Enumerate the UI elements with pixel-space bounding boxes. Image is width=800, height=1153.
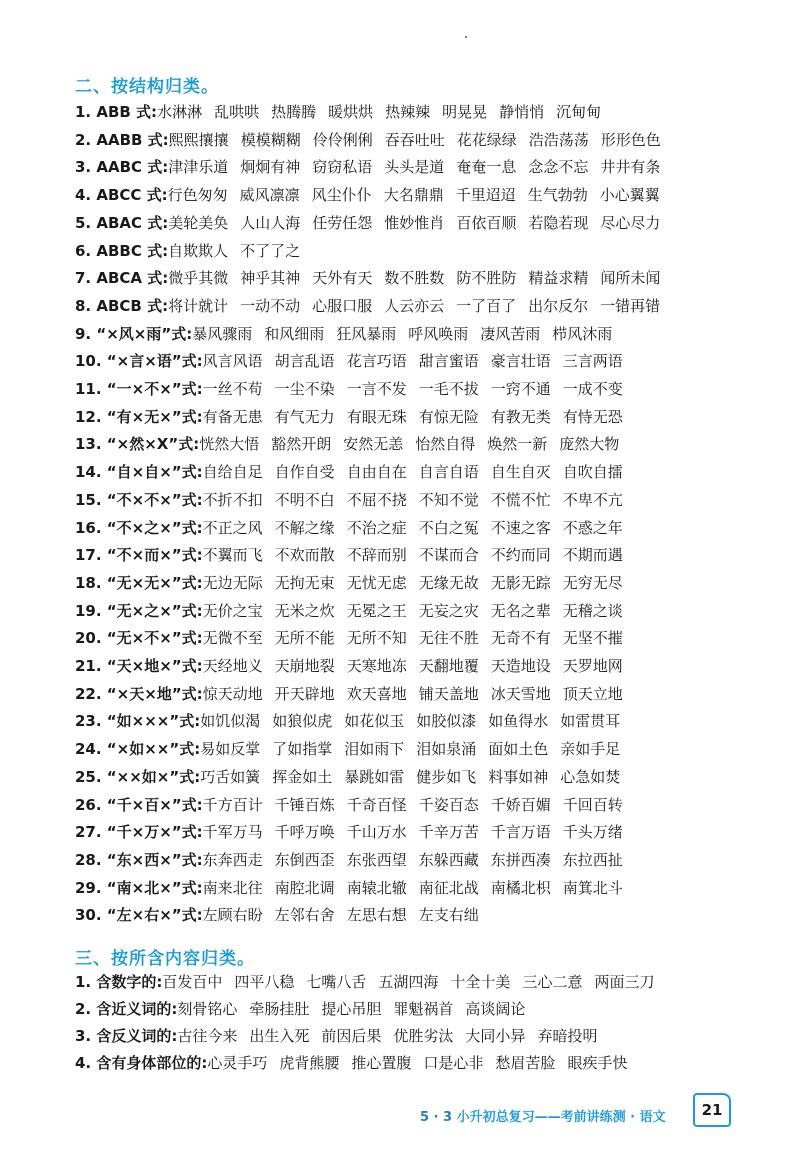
idiom: 有气无力	[274, 407, 335, 426]
idiom: 牵肠挂肚	[249, 1000, 310, 1018]
list-item	[75, 487, 775, 514]
list-item	[75, 969, 775, 996]
idiom: 南来北往	[202, 878, 263, 897]
idiom: 不期而遇	[562, 546, 623, 565]
idiom: 千辛万苦	[418, 823, 479, 842]
idiom: 千里迢迢	[455, 186, 516, 205]
idiom: 泪如泉涌	[416, 740, 477, 759]
idiom: 自由自在	[346, 463, 407, 482]
list-item	[75, 404, 775, 431]
idiom: 不正之风	[202, 518, 263, 537]
idiom: 无价之宝	[202, 601, 263, 620]
list-item	[75, 681, 775, 708]
list-item	[75, 598, 775, 625]
idiom: 安然无恙	[343, 435, 404, 454]
idiom: 千回百转	[562, 795, 623, 814]
idiom: 行色匆匆	[167, 186, 228, 205]
list-item	[75, 459, 775, 486]
idiom: 无往不胜	[418, 629, 479, 648]
row-label: 20. “无×不×”式:	[75, 629, 203, 648]
idiom: 刻骨铭心	[177, 1000, 238, 1018]
idiom: 自欺欺人	[168, 241, 229, 260]
row-label: 4. ABCC 式:	[75, 186, 168, 205]
idiom: 花言巧语	[346, 352, 407, 371]
idiom: 料事如神	[488, 767, 549, 786]
idiom: 天造地设	[490, 657, 551, 675]
list-item	[75, 182, 775, 209]
idiom: 不屈不挠	[346, 490, 407, 509]
idiom: 呼风唤雨	[408, 324, 469, 343]
row-label: 26. “千×百×”式:	[75, 795, 203, 814]
row-label: 12. “有×无×”式:	[75, 407, 203, 426]
idiom: 吞吞吐吐	[384, 130, 445, 149]
idiom: 无米之炊	[274, 601, 335, 620]
idiom: 狂风暴雨	[336, 324, 397, 343]
idiom: 形形色色	[600, 130, 661, 149]
idiom: 无拘无束	[274, 573, 335, 592]
idiom: 千姿百态	[418, 795, 479, 814]
idiom: 不知不觉	[418, 490, 479, 509]
idiom: 微乎其微	[168, 269, 229, 288]
idiom: 无妄之灾	[418, 601, 479, 620]
idiom: 熙熙攘攘	[168, 130, 229, 149]
idiom: 人云亦云	[384, 296, 445, 315]
idiom: 健步如飞	[416, 767, 477, 786]
idiom: 东奔西走	[202, 850, 263, 869]
idiom: 巧舌如簧	[200, 767, 261, 786]
page-number: 21	[693, 1093, 731, 1127]
list-item	[75, 792, 775, 819]
idiom: 罪魁祸首	[393, 1000, 454, 1018]
idiom: 闻所未闻	[600, 269, 661, 288]
idiom: 和风细雨	[264, 324, 325, 343]
idiom: 欢天喜地	[346, 684, 407, 703]
row-label: 29. “南×北×”式:	[75, 878, 203, 897]
row-label: 13. “×然×Ⅹ”式:	[75, 435, 200, 454]
section2-title: 二、按结构归类。	[75, 77, 219, 97]
idiom: 南箕北斗	[562, 878, 623, 897]
idiom: 窃窃私语	[312, 158, 373, 177]
idiom: 庞然大物	[559, 435, 620, 454]
idiom: 天寒地冻	[346, 657, 407, 675]
idiom: 数不胜数	[384, 269, 445, 288]
idiom: 无边无际	[202, 573, 263, 592]
idiom: 千头万绪	[562, 823, 623, 842]
list-item	[75, 996, 775, 1023]
idiom: 念念不忘	[528, 158, 589, 177]
idiom: 一动不动	[240, 296, 301, 315]
idiom: 乱哄哄	[214, 103, 260, 121]
footer	[420, 1106, 666, 1125]
idiom: 有眼无珠	[346, 407, 407, 426]
idiom: 伶伶俐俐	[312, 130, 373, 149]
idiom: 左思右想	[346, 906, 407, 925]
idiom: 十全十美	[450, 973, 511, 991]
idiom: 精益求精	[528, 269, 589, 288]
idiom: 铺天盖地	[418, 684, 479, 703]
idiom: 千方百计	[202, 795, 263, 814]
idiom: 前因后果	[321, 1027, 382, 1045]
row-label: 2. 含近义词的:	[75, 1000, 178, 1018]
idiom: 惊天动地	[202, 684, 263, 703]
idiom: 尽心尽力	[600, 213, 661, 232]
idiom: 东张西望	[346, 850, 407, 869]
list-item	[75, 99, 775, 126]
row-label: 7. ABCA 式:	[75, 269, 169, 288]
idiom: 挥金如土	[272, 767, 333, 786]
idiom: 冰天雪地	[490, 684, 551, 703]
row-label: 5. ABAC 式:	[75, 213, 169, 232]
idiom: 不辞而别	[346, 546, 407, 565]
idiom: 热辣辣	[385, 103, 431, 121]
idiom: 五湖四海	[378, 973, 439, 991]
idiom: 左支右绌	[418, 906, 479, 925]
idiom: 无穷无尽	[562, 573, 623, 592]
idiom: 风尘仆仆	[311, 186, 372, 205]
list-item	[75, 875, 775, 902]
idiom: 天崩地裂	[274, 657, 335, 675]
idiom: 暖烘烘	[328, 103, 374, 121]
idiom: 浩浩荡荡	[528, 130, 589, 149]
row-label: 2. AABB 式:	[75, 130, 169, 149]
idiom: 一错再错	[600, 296, 661, 315]
row-label: 19. “无×之×”式:	[75, 601, 203, 620]
idiom: 千呼万唤	[274, 823, 335, 842]
row-label: 3. AABC 式:	[75, 158, 169, 177]
idiom: 不约而同	[490, 546, 551, 565]
idiom: 无影无踪	[490, 573, 551, 592]
idiom: 有教无类	[490, 407, 551, 426]
idiom: 如狼似虎	[272, 712, 333, 731]
list-item	[75, 127, 775, 154]
row-label: 22. “×天×地”式:	[75, 684, 203, 703]
row-label: 4. 含有身体部位的:	[75, 1054, 208, 1072]
idiom: 左邻右舍	[274, 906, 335, 925]
list-item	[75, 542, 775, 569]
idiom: 模模糊糊	[240, 130, 301, 149]
idiom: 顶天立地	[562, 684, 623, 703]
idiom: 头头是道	[384, 158, 445, 177]
idiom: 天翻地覆	[418, 657, 479, 675]
row-label: 25. “××如×”式:	[75, 767, 201, 786]
list-item	[75, 154, 775, 181]
idiom: 不惑之年	[562, 518, 623, 537]
idiom: 千山万水	[346, 823, 407, 842]
idiom: 开天辟地	[274, 684, 335, 703]
idiom: 无稽之谈	[562, 601, 623, 620]
idiom: 惟妙惟肖	[384, 213, 445, 232]
idiom: 一丝不苟	[202, 380, 263, 398]
list-item	[75, 625, 775, 652]
idiom: 如胶似漆	[416, 712, 477, 731]
list-item	[75, 653, 775, 680]
idiom: 热腾腾	[271, 103, 317, 121]
list-item	[75, 708, 775, 735]
idiom: 虎背熊腰	[279, 1054, 340, 1072]
idiom: 亲如手足	[560, 740, 621, 759]
idiom: 自言自语	[418, 463, 479, 482]
section3-title: 三、按所含内容归类。	[75, 949, 255, 969]
footer-brand: 5 · 3	[420, 1110, 453, 1125]
idiom: 神乎其神	[240, 269, 301, 288]
row-label: 14. “自×自×”式:	[75, 463, 203, 482]
list-item	[75, 1050, 775, 1077]
idiom: 出生入死	[249, 1027, 310, 1045]
idiom: 胡言乱语	[274, 352, 335, 371]
idiom: 任劳任怨	[312, 213, 373, 232]
idiom: 威风凛凛	[239, 186, 300, 205]
idiom: 美轮美奂	[168, 213, 229, 232]
idiom: 千言万语	[490, 823, 551, 842]
idiom: 南征北战	[418, 878, 479, 897]
idiom: 沉甸甸	[556, 103, 602, 121]
idiom: 天经地义	[202, 657, 263, 675]
idiom: 无所不能	[274, 629, 335, 648]
idiom: 无所不知	[346, 629, 407, 648]
idiom: 如雷贯耳	[560, 712, 621, 731]
list-item	[75, 376, 775, 403]
idiom: 高谈阔论	[465, 1000, 526, 1018]
idiom: 东拼西凑	[490, 850, 551, 869]
list-item	[75, 570, 775, 597]
row-label: 17. “不×而×”式:	[75, 546, 203, 565]
idiom: 不治之症	[346, 518, 407, 537]
idiom: 一了百了	[456, 296, 517, 315]
idiom: 自作自受	[274, 463, 335, 482]
idiom: 静悄悄	[499, 103, 545, 121]
row-label: 23. “如×××”式:	[75, 712, 201, 731]
idiom: 百依百顺	[456, 213, 517, 232]
idiom: 不解之缘	[274, 518, 335, 537]
row-label: 30. “左×右×”式:	[75, 906, 203, 925]
list-item	[75, 736, 775, 763]
idiom: 自给自足	[202, 463, 263, 482]
idiom: 千奇百怪	[346, 795, 407, 814]
idiom: 无冕之王	[346, 601, 407, 620]
idiom: 心灵手巧	[207, 1054, 268, 1072]
idiom: 防不胜防	[456, 269, 517, 288]
idiom: 天外有天	[312, 269, 373, 288]
idiom: 凄风苦雨	[480, 324, 541, 343]
row-label: 28. “东×西×”式:	[75, 850, 203, 869]
idiom: 无名之辈	[490, 601, 551, 620]
idiom: 不了了之	[240, 241, 301, 260]
idiom: 大名鼎鼎	[383, 186, 444, 205]
idiom: 百发百中	[162, 973, 223, 991]
idiom: 炯炯有神	[240, 158, 301, 177]
list-item	[75, 819, 775, 846]
idiom: 奄奄一息	[456, 158, 517, 177]
row-label: 1. ABB 式:	[75, 103, 158, 121]
idiom: 有恃无恐	[562, 407, 623, 426]
list-item	[75, 321, 775, 348]
idiom: 口是心非	[423, 1054, 484, 1072]
idiom: 无微不至	[202, 629, 263, 648]
idiom: 两面三刀	[594, 973, 655, 991]
idiom: 不欢而散	[274, 546, 335, 565]
row-label: 24. “×如××”式:	[75, 740, 201, 759]
idiom: 东倒西歪	[274, 850, 335, 869]
idiom: 古往今来	[177, 1027, 238, 1045]
row-label: 9. “×风×雨”式:	[75, 324, 193, 343]
idiom: 如鱼得水	[488, 712, 549, 731]
idiom: 不折不扣	[202, 490, 263, 509]
idiom: 焕然一新	[487, 435, 548, 454]
idiom: 怡然自得	[415, 435, 476, 454]
idiom: 水淋淋	[157, 103, 203, 121]
row-label: 1. 含数字的:	[75, 973, 163, 991]
footer-text: 小升初总复习——考前讲练测 · 语文	[456, 1110, 666, 1125]
idiom: 面如土色	[488, 740, 549, 759]
idiom: 暴风骤雨	[192, 324, 253, 343]
idiom: 花花绿绿	[456, 130, 517, 149]
idiom: 豪言壮语	[490, 352, 551, 371]
idiom: 东躲西藏	[418, 850, 479, 869]
scan-dot	[465, 36, 467, 38]
idiom: 暴跳如雷	[344, 767, 405, 786]
idiom: 天罗地网	[562, 657, 623, 675]
idiom: 不慌不忙	[490, 490, 551, 509]
idiom: 提心吊胆	[321, 1000, 382, 1018]
idiom: 明晃晃	[442, 103, 488, 121]
row-label: 21. “天×地×”式:	[75, 657, 203, 675]
row-label: 15. “不×不×”式:	[75, 490, 203, 509]
idiom: 不卑不亢	[562, 490, 623, 509]
idiom: 千军万马	[202, 823, 263, 842]
idiom: 三言两语	[562, 352, 623, 371]
idiom: 七嘴八舌	[306, 973, 367, 991]
idiom: 不速之客	[490, 518, 551, 537]
row-label: 16. “不×之×”式:	[75, 518, 203, 537]
list-item	[75, 902, 775, 929]
row-label: 18. “无×无×”式:	[75, 573, 203, 592]
idiom: 甜言蜜语	[418, 352, 479, 371]
idiom: 弃暗投明	[537, 1027, 598, 1045]
idiom: 无奇不有	[490, 629, 551, 648]
idiom: 津津乐道	[168, 158, 229, 177]
idiom: 人山人海	[240, 213, 301, 232]
list-item	[75, 293, 775, 320]
idiom: 若隐若现	[528, 213, 589, 232]
idiom: 井井有条	[600, 158, 661, 177]
idiom: 左顾右盼	[202, 906, 263, 925]
idiom: 东拉西扯	[562, 850, 623, 869]
idiom: 不谋而合	[418, 546, 479, 565]
idiom: 栉风沐雨	[552, 324, 613, 343]
idiom: 一尘不染	[274, 380, 335, 398]
idiom: 不明不白	[274, 490, 335, 509]
idiom: 推心置腹	[351, 1054, 412, 1072]
idiom: 心服口服	[312, 296, 373, 315]
list-item	[75, 431, 775, 458]
idiom: 恍然大悟	[199, 435, 260, 454]
idiom: 自吹自擂	[562, 463, 623, 482]
idiom: 愁眉苦脸	[495, 1054, 556, 1072]
row-label: 10. “×言×语”式:	[75, 352, 203, 371]
idiom: 不翼而飞	[202, 546, 263, 565]
list-item	[75, 515, 775, 542]
idiom: 一窍不通	[490, 380, 551, 398]
idiom: 千娇百媚	[490, 795, 551, 814]
idiom: 如花似玉	[344, 712, 405, 731]
row-label: 11. “一×不×”式:	[75, 380, 203, 398]
idiom: 生气勃勃	[527, 186, 588, 205]
idiom: 无忧无虑	[346, 573, 407, 592]
idiom: 豁然开朗	[271, 435, 332, 454]
idiom: 四平八稳	[234, 973, 295, 991]
list-item	[75, 348, 775, 375]
list-item	[75, 1023, 775, 1050]
row-label: 8. ABCB 式:	[75, 296, 169, 315]
list-item	[75, 238, 775, 265]
row-label: 6. ABBC 式:	[75, 241, 169, 260]
list-item	[75, 265, 775, 292]
idiom: 有备无患	[202, 407, 263, 426]
list-item	[75, 764, 775, 791]
idiom: 一成不变	[562, 380, 623, 398]
idiom: 了如指掌	[272, 740, 333, 759]
idiom: 易如反掌	[200, 740, 261, 759]
idiom: 不白之冤	[418, 518, 479, 537]
idiom: 一毛不拔	[418, 380, 479, 398]
idiom: 优胜劣汰	[393, 1027, 454, 1045]
row-label: 27. “千×万×”式:	[75, 823, 203, 842]
idiom: 小心翼翼	[599, 186, 660, 205]
list-item	[75, 210, 775, 237]
idiom: 三心二意	[522, 973, 583, 991]
idiom: 南橘北枳	[490, 878, 551, 897]
idiom: 大同小异	[465, 1027, 526, 1045]
idiom: 心急如焚	[560, 767, 621, 786]
idiom: 泪如雨下	[344, 740, 405, 759]
idiom: 南腔北调	[274, 878, 335, 897]
idiom: 将计就计	[168, 296, 229, 315]
idiom: 无坚不摧	[562, 629, 623, 648]
idiom: 眼疾手快	[567, 1054, 628, 1072]
idiom: 无缘无故	[418, 573, 479, 592]
idiom: 一言不发	[346, 380, 407, 398]
idiom: 如饥似渴	[200, 712, 261, 731]
idiom: 千锤百炼	[274, 795, 335, 814]
idiom: 风言风语	[202, 352, 263, 371]
idiom: 出尔反尔	[528, 296, 589, 315]
idiom: 自生自灭	[490, 463, 551, 482]
list-item	[75, 847, 775, 874]
idiom: 有惊无险	[418, 407, 479, 426]
idiom: 南辕北辙	[346, 878, 407, 897]
row-label: 3. 含反义词的:	[75, 1027, 178, 1045]
